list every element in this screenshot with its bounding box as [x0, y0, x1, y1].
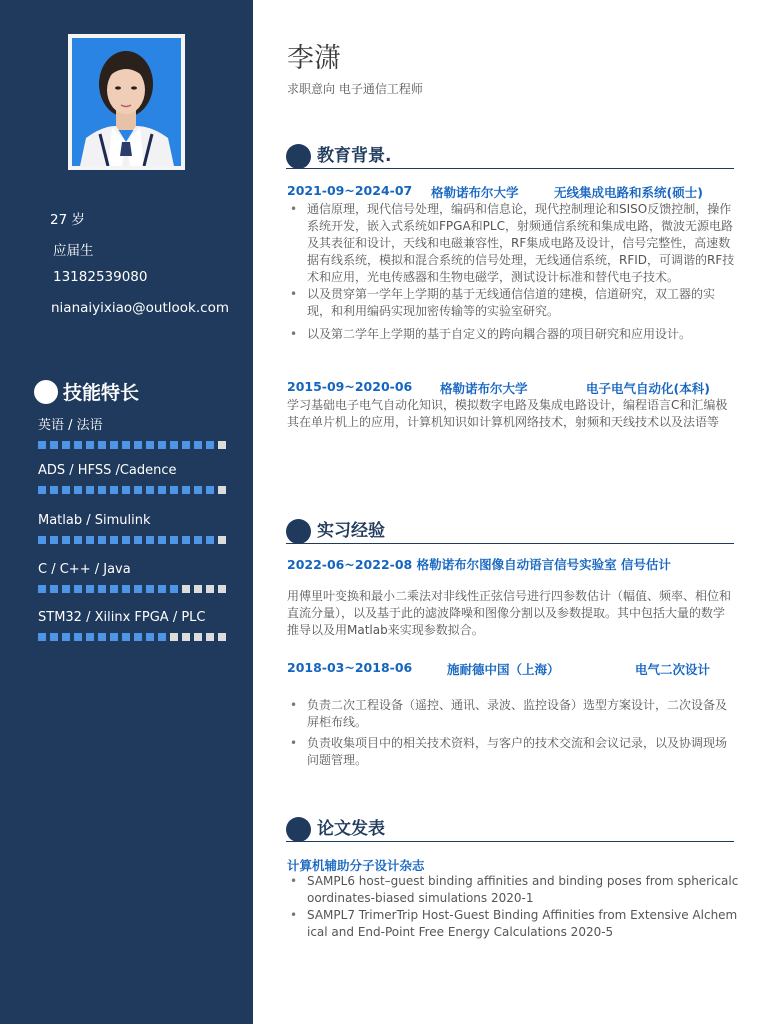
education-entry-1-bullets: [287, 201, 735, 343]
skill-item: [38, 513, 230, 544]
skill-label: Matlab / Simulink: [38, 513, 151, 528]
skill-level-filled: [98, 536, 106, 544]
skill-level-filled: [134, 633, 142, 641]
internship-entry-company: 施耐德中国（上海）: [447, 662, 560, 677]
skill-level-filled: [74, 441, 82, 449]
skill-level-filled: [74, 633, 82, 641]
skill-level-filled: [122, 585, 130, 593]
skill-level-filled: [158, 441, 166, 449]
skill-level-filled: [146, 585, 154, 593]
skill-item: [38, 414, 230, 449]
skill-level-filled: [110, 441, 118, 449]
skill-level-filled: [50, 441, 58, 449]
skill-level-filled: [74, 536, 82, 544]
skill-label: STM32 / Xilinx FPGA / PLC: [38, 610, 206, 625]
skill-level-bar: [38, 585, 230, 593]
skill-level-filled: [158, 536, 166, 544]
skill-level-filled: [98, 633, 106, 641]
skill-level-filled: [38, 441, 46, 449]
profile-photo-frame: [68, 34, 185, 170]
list-item: • SAMPL6 host–guest binding affinities and binding poses from sphericalcoordinates-biased simulations 2020-1: [287, 873, 739, 907]
skill-level-filled: [134, 585, 142, 593]
skill-level-filled: [110, 633, 118, 641]
skill-level-filled: [158, 633, 166, 641]
skill-level-filled: [146, 486, 154, 494]
skill-level-empty: [206, 585, 214, 593]
skill-level-empty: [218, 585, 226, 593]
education-entry-date: 2021-09~2024-07: [287, 183, 413, 198]
skill-level-filled: [86, 585, 94, 593]
papers-journal: 计算机辅助分子设计杂志: [287, 858, 425, 873]
internship-entry-2-bullets: [287, 697, 735, 769]
skill-level-empty: [206, 633, 214, 641]
list-item: • 以及第二学年上学期的基于自定义的跨向耦合器的项目研究和应用设计。: [287, 326, 735, 343]
skill-level-filled: [74, 585, 82, 593]
skill-label: ADS / HFSS /Cadence: [38, 463, 177, 478]
section-circle-icon: [286, 519, 311, 544]
skill-level-filled: [182, 536, 190, 544]
education-section-header: [286, 141, 734, 169]
skill-level-filled: [86, 633, 94, 641]
internship-entry-1-heading: 2022-06~2022-08 格勒诺布尔图像自动语言信号实验室 信号估计: [287, 557, 671, 572]
skills-header: [34, 378, 139, 405]
candidate-name: 李潇: [287, 43, 341, 74]
skill-level-filled: [86, 486, 94, 494]
skill-level-filled: [74, 486, 82, 494]
skill-level-filled: [134, 486, 142, 494]
papers-section-header: [286, 814, 734, 842]
skill-level-filled: [170, 585, 178, 593]
skill-level-filled: [134, 536, 142, 544]
internship-title: 实习经验: [317, 521, 385, 541]
skill-level-empty: [218, 536, 226, 544]
email-text[interactable]: nianaiyixiao@outlook.com: [51, 300, 229, 316]
skill-level-filled: [122, 441, 130, 449]
education-entry-date: 2015-09~2020-06: [287, 379, 413, 394]
skill-level-empty: [194, 585, 202, 593]
skill-level-filled: [122, 486, 130, 494]
skill-level-filled: [62, 633, 70, 641]
skill-level-filled: [62, 536, 70, 544]
skill-level-filled: [62, 585, 70, 593]
skill-level-filled: [50, 486, 58, 494]
skill-label: C / C++ / Java: [38, 562, 131, 577]
papers-list: [287, 873, 739, 941]
education-entry-major: 无线集成电路和系统(硕士): [554, 185, 703, 200]
skill-level-filled: [206, 441, 214, 449]
list-item: • 负责二次工程设备（遥控、通讯、录波、监控设备）选型方案设计，二次设备及屏柜布线。: [287, 697, 735, 731]
skill-level-filled: [194, 441, 202, 449]
skill-level-filled: [206, 486, 214, 494]
phone-text[interactable]: 13182539080: [53, 269, 148, 285]
skill-level-bar: [38, 633, 230, 641]
skill-level-filled: [194, 536, 202, 544]
internship-entry-1-text: 用傅里叶变换和最小二乘法对非线性正弦信号进行四参数估计（幅值、频率、相位和直流分量），以及基于此的滤波降噪和图像分割以及参数提取。其中包括大量的数学推导以及用Matlab来实现参数拟合。: [287, 589, 732, 637]
skill-level-filled: [134, 441, 142, 449]
skills-circle-icon: [34, 380, 58, 404]
skill-level-filled: [122, 536, 130, 544]
skill-level-filled: [146, 536, 154, 544]
internship-entry-date: 2018-03~2018-06: [287, 660, 413, 675]
skill-level-empty: [194, 633, 202, 641]
list-item: • 负责收集项目中的相关技术资料，与客户的技术交流和会议记录，以及协调现场问题管理。: [287, 735, 735, 769]
skill-level-empty: [182, 585, 190, 593]
skill-level-filled: [98, 441, 106, 449]
skill-level-filled: [50, 585, 58, 593]
skill-level-filled: [38, 585, 46, 593]
skill-level-empty: [218, 633, 226, 641]
skill-level-filled: [62, 486, 70, 494]
skill-level-filled: [158, 585, 166, 593]
skill-level-bar: [38, 441, 230, 449]
skill-label: 英语 / 法语: [38, 418, 103, 433]
skill-level-filled: [122, 633, 130, 641]
skill-level-empty: [170, 633, 178, 641]
skill-level-filled: [98, 486, 106, 494]
list-item: • 以及贯穿第一学年上学期的基于无线通信信道的建模，信道研究，双工器的实现，和利用编码实现加密传输等的实验室研究。: [287, 286, 735, 320]
status-text: 应届生: [53, 243, 94, 259]
skill-level-filled: [86, 441, 94, 449]
profile-photo: [72, 38, 181, 166]
skill-level-filled: [38, 486, 46, 494]
skill-level-filled: [182, 486, 190, 494]
skill-item: [38, 562, 230, 593]
skill-level-filled: [170, 441, 178, 449]
education-entry-school: 格勒诺布尔大学: [431, 185, 519, 200]
skill-level-filled: [50, 633, 58, 641]
skill-item: [38, 463, 230, 494]
age-text: 27 岁: [50, 212, 85, 228]
skill-level-filled: [182, 441, 190, 449]
list-item: • SAMPL7 TrimerTrip Host-Guest Binding Affinities from Extensive Alchemical and End-Point Free Energy Calculations 2020-5: [287, 907, 739, 941]
sidebar: [0, 0, 253, 1024]
skill-level-filled: [194, 486, 202, 494]
section-circle-icon: [286, 817, 311, 842]
skill-level-filled: [98, 585, 106, 593]
section-circle-icon: [286, 144, 311, 169]
papers-title: 论文发表: [317, 819, 385, 839]
skill-level-bar: [38, 536, 230, 544]
skill-item: [38, 610, 230, 641]
job-intent: 求职意向 电子通信工程师: [287, 82, 423, 96]
skill-level-filled: [110, 585, 118, 593]
skill-level-filled: [206, 536, 214, 544]
skill-level-filled: [170, 486, 178, 494]
education-title: 教育背景.: [317, 146, 392, 166]
skill-level-filled: [146, 441, 154, 449]
skill-level-empty: [218, 486, 226, 494]
skill-level-filled: [86, 536, 94, 544]
skills-title: 技能特长: [63, 382, 140, 404]
list-item: • 通信原理，现代信号处理，编码和信息论，现代控制理论和SISO反馈控制，操作系统开发，嵌入式系统如FPGA和PLC，射频通信系统和集成电路，微波无源电路及其表征和设计，天线和电磁兼容性，RF集成电路及设计，信号完整性，高速数据有线系统，模拟和混合系统的信号处理，无线通信系统，RFID，可调谐的RF技术和应用，光电传感器和生物电磁学，测试设计标准和替代电子技术。: [287, 201, 735, 286]
skill-level-empty: [182, 633, 190, 641]
skill-level-filled: [38, 633, 46, 641]
skill-level-filled: [158, 486, 166, 494]
education-entry-major: 电子电气自动化(本科): [586, 381, 710, 396]
skill-level-filled: [146, 633, 154, 641]
internship-entry-role: 电气二次设计: [635, 662, 711, 677]
skill-level-filled: [38, 536, 46, 544]
main-content: [253, 0, 768, 1024]
skill-level-bar: [38, 486, 230, 494]
skill-level-filled: [62, 441, 70, 449]
skill-level-filled: [110, 536, 118, 544]
internship-section-header: [286, 516, 734, 544]
education-entry-2-text: 学习基础电子电气自动化知识，模拟数字电路及集成电路设计，编程语言C和汇编极其在单片机上的应用，计算机知识如计算机网络技术，射频和天线技术以及法语等: [287, 398, 728, 429]
skill-level-filled: [50, 536, 58, 544]
education-entry-school: 格勒诺布尔大学: [440, 381, 528, 396]
skill-level-empty: [218, 441, 226, 449]
skill-level-filled: [110, 486, 118, 494]
skill-level-filled: [170, 536, 178, 544]
